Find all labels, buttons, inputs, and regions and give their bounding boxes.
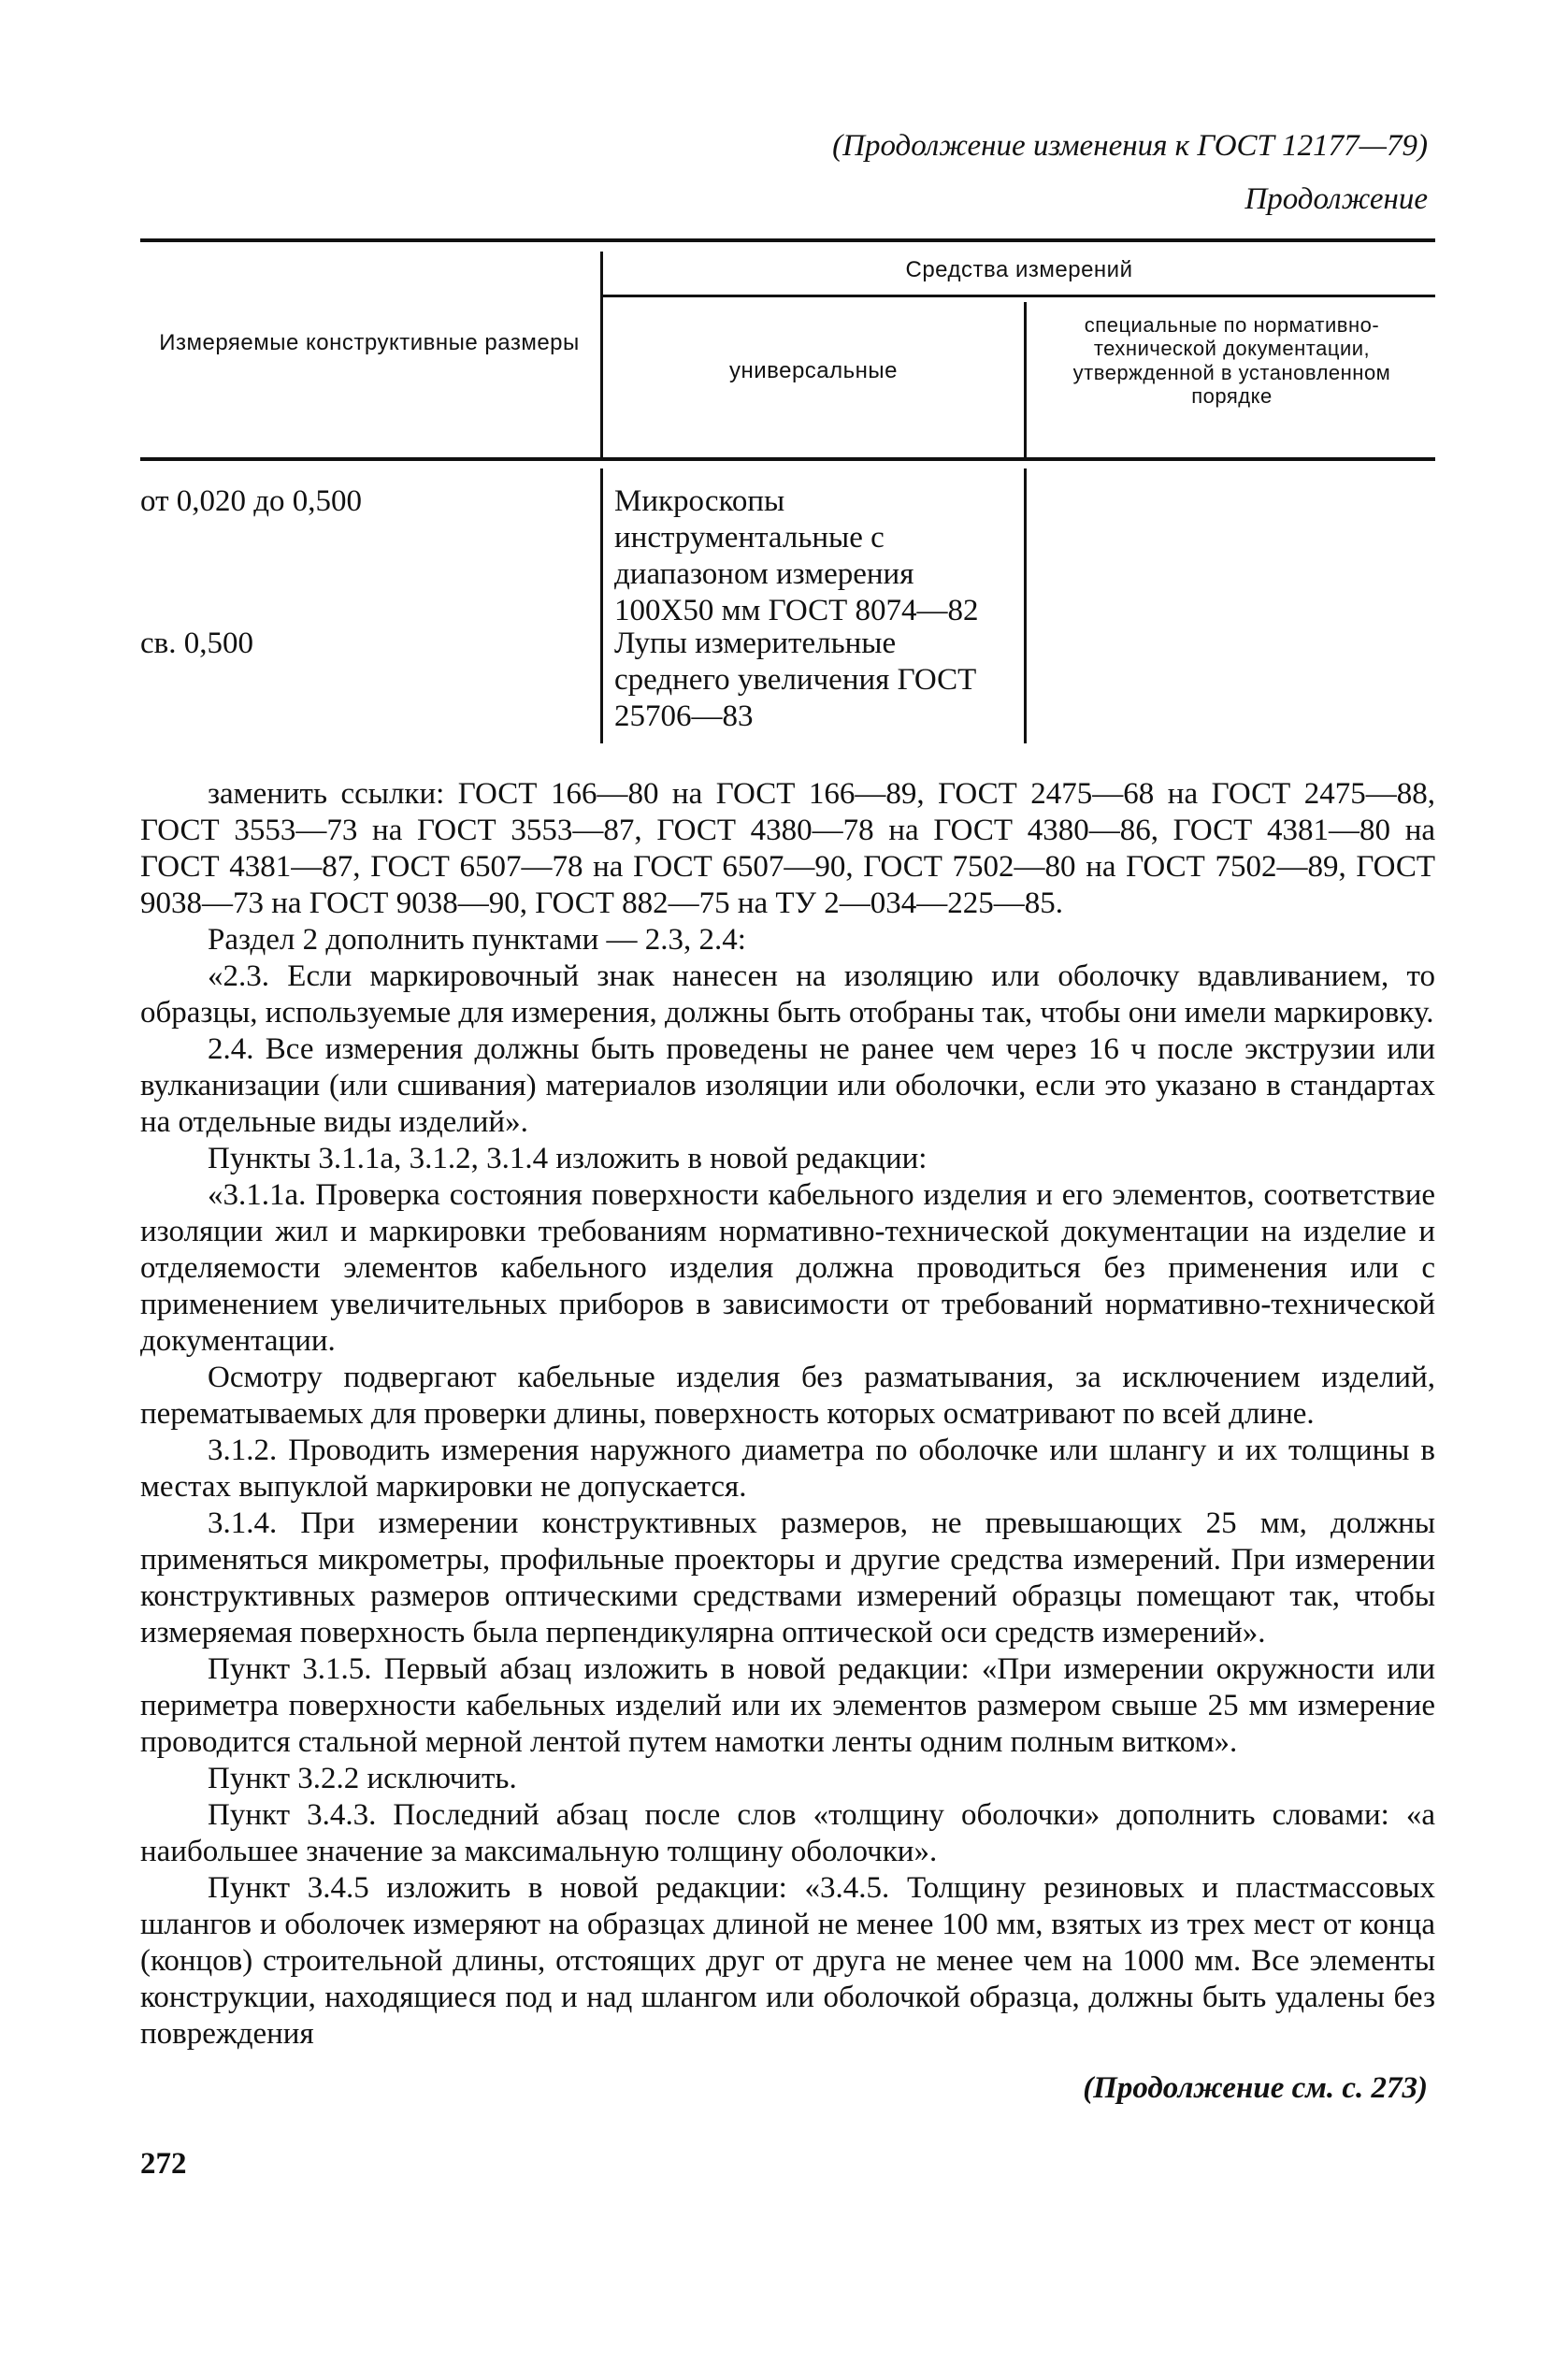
col-header-group: Средства измерений [905, 257, 1133, 282]
group-header-rule [603, 295, 1435, 297]
measurement-table [140, 238, 1435, 743]
paragraph: Пункты 3.1.1а, 3.1.2, 3.1.4 изложить в новой редакции: [208, 1142, 928, 1175]
continuation-note: (Продолжение см. с. 273) [1083, 2071, 1428, 2105]
table-row-1-universal: Микроскопы инструментальные с диапазоном измерения 100X50 мм ГОСТ 8074—82 [614, 484, 979, 627]
paragraph: Раздел 2 дополнить пунктами — 2.3, 2.4: [208, 923, 746, 957]
table-body-divider-2 [1024, 468, 1027, 743]
paragraph: 3.1.4. При измерении конструктивных размеров, не превышающих 25 мм, должны применяться микрометры, профильные проекторы и другие средства измерений. При измерении конструктивных размеров оптическими средствами измерений образцы помещают так, чтобы измеряемая поверхность была перпендикулярна оптической оси средств измерений». [140, 1506, 1435, 1650]
col-header-special: специальные по нормативно-технической документации, утвержденной в установленном порядке [1072, 313, 1391, 408]
paragraph: Пункт 3.2.2 исключить. [208, 1762, 517, 1795]
col-header-universal: универсальные [728, 358, 899, 383]
header-bottom-rule [140, 457, 1435, 461]
running-header: (Продолжение изменения к ГОСТ 12177—79) [832, 129, 1428, 163]
col-header-group-spacer [140, 257, 600, 295]
paragraph: Пункт 3.4.5 изложить в новой редакции: «3.4.5. Толщину резиновых и пластмассовых шлангов и оболочек измеряют на образцах длиной не менее 100 мм, взятых из трех мест от конца (концов) строительной длины, отстоящих друг от друга не менее чем на 1000 мм. Все элементы конструкции, находящиеся под и над шлангом или оболочкой образца, должны быть удалены без повреждения [140, 1871, 1435, 2051]
paragraph: «3.1.1а. Проверка состояния поверхности кабельного изделия и его элементов, соответствие изоляции жил и маркировки требованиям нормативно-технической документации на изделие и отделяемости элементов кабельного изделия должна проводиться без применения или с применением увеличительных приборов в зависимости от требований нормативно-технической документации. [140, 1178, 1435, 1358]
table-header-divider-2 [1024, 302, 1027, 459]
paragraph: Осмотру подвергают кабельные изделия без разматывания, за исключением изделий, перематываемых для проверки длины, поверхность которых осматривают по всей длине. [140, 1361, 1435, 1431]
paragraph: заменить ссылки: ГОСТ 166—80 на ГОСТ 166—89, ГОСТ 2475—68 на ГОСТ 2475—88, ГОСТ 3553—73 на ГОСТ 3553—87, ГОСТ 4380—78 на ГОСТ 4380—86, ГОСТ 4381—80 на ГОСТ 4381—87, ГОСТ 6507—78 на ГОСТ 6507—90, ГОСТ 7502—80 на ГОСТ 7502—89, ГОСТ 9038—73 на ГОСТ 9038—90, ГОСТ 882—75 на ТУ 2—034—225—85. [140, 777, 1435, 920]
table-row-1-size: от 0,020 до 0,500 [140, 484, 363, 518]
table-body-divider-1 [600, 468, 603, 743]
amendment-body [140, 776, 1435, 2053]
page-number: 272 [140, 2147, 187, 2181]
col-header-sizes: Измеряемые конструктивные размеры [159, 330, 580, 355]
table-row-2-universal: Лупы измерительные среднего увеличения ГОСТ 25706—83 [614, 627, 977, 733]
table-top-rule [140, 238, 1435, 242]
paragraph: 3.1.2. Проводить измерения наружного диаметра по оболочке или шлангу и их толщины в местах выпуклой маркировки не допускается. [140, 1434, 1435, 1504]
continuation-label: Продолжение [1244, 182, 1428, 216]
paragraph: «2.3. Если маркировочный знак нанесен на изоляцию или оболочку вдавливанием, то образцы, используемые для измерения, должны быть отобраны так, чтобы они имели маркировку. [140, 959, 1435, 1030]
paragraph: 2.4. Все измерения должны быть проведены не ранее чем через 16 ч после экструзии или вулканизации (или сшивания) материалов изоляции или оболочки, если это указано в стандартах на отдельные виды изделий». [140, 1032, 1435, 1139]
paragraph: Пункт 3.4.3. Последний абзац после слов «толщину оболочки» дополнить словами: «а наибольшее значение за максимальную толщину оболочки». [140, 1798, 1435, 1868]
table-row-2-size: св. 0,500 [140, 627, 253, 660]
paragraph: Пункт 3.1.5. Первый абзац изложить в новой редакции: «При измерении окружности или периметра поверхности кабельных изделий или их элементов размером свыше 25 мм измерение проводится стальной мерной лентой путем намотки ленты одним полным витком». [140, 1652, 1435, 1759]
